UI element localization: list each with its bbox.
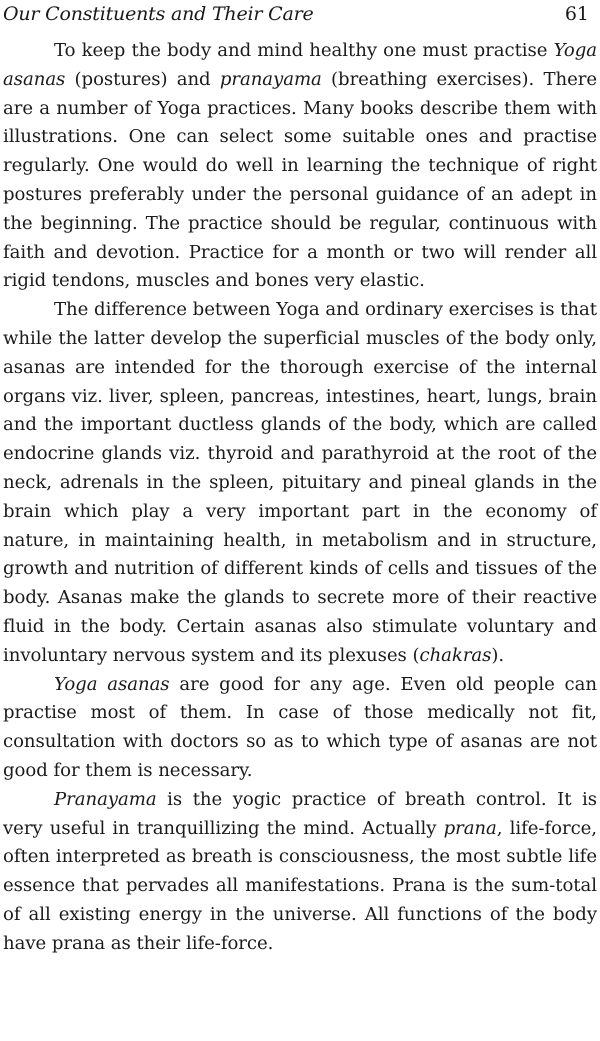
running-head: Our Constituents and Their Care	[3, 3, 314, 25]
italic-term: chakras	[419, 644, 492, 666]
text-run: , life-force, often interpreted as breath is consciousness, the most subtle life essence that pervades all manifestations. Prana is the sum-total of all existing energy in the universe. All functions of the body have prana as their life-force.	[3, 817, 598, 954]
text-run: (postures) and	[65, 68, 220, 90]
paragraph-2	[3, 296, 597, 670]
page-header	[3, 0, 597, 30]
text-run: is the yogic practice of breath control. It is very useful in tranquillizing the mind. Actually	[3, 788, 597, 839]
text-run: To keep the body and mind healthy one must practise	[54, 40, 554, 61]
body-text	[3, 37, 597, 959]
italic-term: Yoga asanas	[54, 673, 170, 695]
page-number: 61	[564, 3, 589, 25]
paragraph-1	[3, 37, 597, 296]
text-run: (breathing exercises). There are a number of Yoga practices. Many books describe them with illustrations. One can select some suitable ones and practise regularly. One would do well in learning the technique of right postures preferably under the personal guidance of an adept in the beginning. The practice should be regular, continuous with faith and devotion. Practice for a month or two will render all rigid tendons, muscles and bones very elastic.	[3, 68, 597, 292]
paragraph-3	[3, 671, 597, 786]
text-run: are good for any age. Even old people can practise most of them. In case of those medically not fit, consultation with doctors so as to which type of asanas are not good for them is necessary.	[3, 673, 597, 781]
italic-term: Yoga asanas	[3, 40, 597, 90]
paragraph-4	[3, 786, 597, 959]
italic-term: pranayama	[219, 68, 322, 90]
text-run: The difference between Yoga and ordinary exercises is that while the latter develop the superficial muscles of the body only, asanas are intended for the thorough exercise of the internal organs viz. liver, spleen, pancreas, intestines, heart, lungs, brain and the important ductless glands of the body, which are called endocrine glands viz. thyroid and parathyroid at the root of the neck, adrenals in the spleen, pituitary and pineal glands in the brain which play a very important part in the economy of nature, in maintaining health, in metabolism and in structure, growth and nutrition of different kinds of cells and tissues of the body. Asanas make the glands to secrete more of their reactive fluid in the body. Certain asanas also stimulate voluntary and involuntary nervous system and its plexuses (	[3, 299, 597, 666]
italic-term: prana	[443, 817, 497, 839]
italic-term: Pranayama	[54, 788, 157, 810]
text-run: ).	[491, 644, 505, 666]
